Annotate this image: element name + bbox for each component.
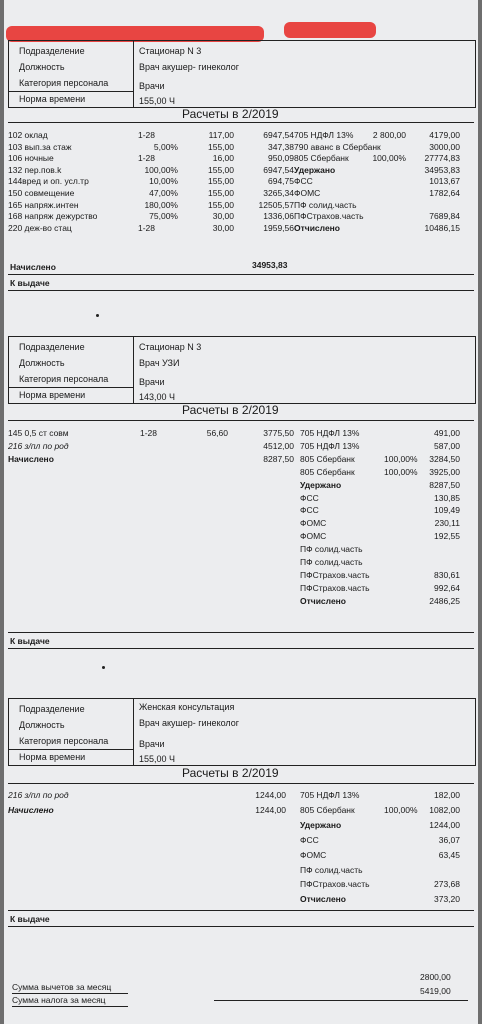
table-cell: 165 напряж.интен	[8, 199, 79, 210]
table-cell: 992,64	[434, 582, 460, 593]
table-cell: 144вред и оп. усл.тр	[8, 176, 89, 187]
table-cell: 182,00	[434, 790, 460, 800]
table-cell: Отчислено	[300, 595, 347, 606]
category-label: Категория персонала	[19, 736, 109, 746]
category-value: Врачи	[139, 81, 165, 91]
table-cell: 75,00%	[149, 211, 178, 222]
department-label: Подразделение	[19, 704, 85, 714]
table-cell: 1-28	[138, 222, 156, 233]
time-norm-value: 155,00 Ч	[139, 754, 176, 764]
table-cell: 12505,57	[258, 199, 294, 210]
deductions-label: Сумма вычетов за месяц	[12, 982, 112, 992]
table-cell: 3000,00	[429, 141, 460, 152]
employee-info-box	[8, 40, 476, 108]
table-cell: 1782,64	[429, 188, 460, 198]
employee-info-box	[8, 336, 476, 404]
table-cell: 6947,54	[263, 130, 294, 140]
table-cell: 830,61	[434, 569, 460, 580]
table-cell: 100,00%	[384, 453, 418, 464]
calc-title: Расчеты в 2/2019	[182, 403, 279, 417]
table-cell: 347,38	[268, 141, 294, 152]
table-cell: 1013,67	[429, 176, 460, 187]
table-cell: 103 вып.за стаж	[8, 141, 72, 152]
table-cell: ПФСтрахов.часть	[300, 569, 370, 580]
calc-title: Расчеты в 2/2019	[182, 107, 279, 121]
department-value: Стационар N 3	[139, 342, 202, 352]
payout-label: К выдаче	[10, 278, 50, 288]
department-value: Женская консультация	[139, 702, 235, 712]
table-cell: 3925,00	[429, 466, 460, 477]
table-cell: 100,00%	[384, 466, 418, 477]
table-cell: 220 деж-во стац	[8, 222, 72, 233]
table-cell: 790 аванс в Сбербанк	[294, 141, 381, 152]
table-cell: 216 з/пл по род	[8, 440, 69, 451]
table-cell: 63,45	[438, 849, 460, 860]
table-cell: 1-28	[138, 130, 156, 140]
table-cell: ФОМС	[300, 518, 327, 529]
table-cell: 192,55	[434, 531, 460, 542]
table-cell: 1336,06	[263, 211, 294, 222]
table-cell: 130,85	[434, 492, 460, 503]
table-cell: 30,00	[212, 222, 234, 233]
time-norm-label: Норма времени	[19, 752, 86, 762]
table-cell: ПФСтрахов.часть	[300, 879, 370, 890]
table-cell: 100,00%	[384, 804, 418, 815]
table-cell: 7689,84	[429, 211, 460, 222]
category-label: Категория персонала	[19, 78, 109, 88]
department-value: Стационар N 3	[139, 46, 202, 56]
tax-value: 5419,00	[420, 986, 451, 996]
table-cell: ФСС	[294, 176, 313, 187]
table-cell: 2 800,00	[372, 130, 406, 140]
department-label: Подразделение	[19, 46, 85, 56]
table-cell: 491,00	[434, 428, 460, 438]
accrued-label: Начислено	[10, 262, 56, 272]
table-cell: ПФСтрахов.часть	[294, 211, 364, 222]
table-cell: 10486,15	[424, 222, 460, 233]
table-cell: 150 совмещение	[8, 188, 75, 198]
table-cell: 30,00	[212, 211, 234, 222]
table-cell: 27774,83	[424, 153, 460, 164]
table-cell: ФСС	[300, 505, 319, 516]
accrued-value: 34953,83	[252, 260, 288, 270]
table-cell: 109,49	[434, 505, 460, 516]
calc-title: Расчеты в 2/2019	[182, 766, 279, 780]
table-cell: 34953,83	[424, 164, 460, 175]
table-cell: 16,00	[212, 153, 234, 164]
table-cell: 1959,56	[263, 222, 294, 233]
table-cell: ФОМС	[300, 531, 327, 542]
table-cell: 6947,54	[263, 164, 294, 175]
table-cell: 1-28	[140, 428, 158, 438]
table-cell: 1082,00	[429, 804, 460, 815]
table-cell: 145 0,5 ст совм	[8, 428, 69, 438]
table-cell: Отчислено	[300, 894, 347, 905]
table-cell: 100,00%	[144, 164, 178, 175]
table-cell: Удержано	[294, 164, 336, 175]
payout-label: К выдаче	[10, 636, 50, 646]
table-cell: 705 НДФЛ 13%	[294, 130, 354, 140]
table-cell: Отчислено	[294, 222, 341, 233]
category-value: Врачи	[139, 739, 165, 749]
employee-info-box	[8, 698, 476, 766]
table-cell: ПФСтрахов.часть	[300, 582, 370, 593]
deductions-value: 2800,00	[420, 972, 451, 982]
time-norm-label: Норма времени	[19, 390, 86, 400]
table-cell: Удержано	[300, 819, 342, 830]
table-cell: 1-28	[138, 153, 156, 164]
table-cell: 8287,50	[263, 453, 294, 464]
table-cell: ПФ солид.часть	[300, 544, 363, 555]
table-cell: 373,20	[434, 894, 460, 905]
table-cell: 4512,00	[263, 440, 294, 451]
table-cell: 273,68	[434, 879, 460, 890]
table-cell: 3284,50	[429, 453, 460, 464]
table-cell: 705 НДФЛ 13%	[300, 428, 360, 438]
redaction-mark	[284, 22, 376, 38]
table-cell: 2486,25	[429, 595, 460, 606]
table-cell: Начислено	[8, 453, 54, 464]
position-value: Врач УЗИ	[139, 358, 180, 368]
table-cell: 8287,50	[429, 479, 460, 490]
table-cell: ПФ солид.часть	[300, 557, 363, 567]
payout-label: К выдаче	[10, 914, 50, 924]
tax-label: Сумма налога за месяц	[12, 995, 106, 1005]
table-cell: 587,00	[434, 440, 460, 451]
table-cell: 36,07	[438, 834, 460, 845]
department-label: Подразделение	[19, 342, 85, 352]
table-cell: 805 Сбербанк	[300, 453, 355, 464]
time-norm-value: 155,00 Ч	[139, 96, 176, 106]
position-label: Должность	[19, 720, 65, 730]
table-cell: Начислено	[8, 804, 54, 815]
table-cell: 230,11	[434, 518, 460, 529]
time-norm-value: 143,00 Ч	[139, 392, 176, 402]
table-cell: 1244,00	[429, 819, 460, 830]
table-cell: 155,00	[208, 199, 234, 210]
table-cell: 805 Сбербанк	[300, 804, 355, 815]
position-value: Врач акушер- гинеколог	[139, 718, 240, 728]
payslip-paper	[4, 0, 478, 1024]
table-cell: ПФ солид.часть	[300, 864, 363, 875]
table-cell: 168 напряж дежурство	[8, 211, 98, 222]
table-cell: Удержано	[300, 479, 342, 490]
table-cell: 3775,50	[263, 428, 294, 438]
table-cell: 106 ночные	[8, 153, 54, 164]
position-value: Врач акушер- гинеколог	[139, 62, 240, 72]
table-cell: 102 оклад	[8, 130, 48, 140]
time-norm-label: Норма времени	[19, 94, 86, 104]
position-label: Должность	[19, 358, 65, 368]
table-cell: 1244,00	[255, 790, 286, 800]
table-cell: 1244,00	[255, 804, 286, 815]
table-cell: ФОМС	[294, 188, 321, 198]
category-value: Врачи	[139, 377, 165, 387]
category-label: Категория персонала	[19, 374, 109, 384]
position-label: Должность	[19, 62, 65, 72]
table-cell: 100,00%	[372, 153, 406, 164]
table-cell: 5,00%	[153, 141, 178, 152]
table-cell: 132 пер.пов.k	[8, 164, 62, 175]
table-cell: 216 з/пл по род	[8, 790, 69, 800]
table-cell: 694,75	[268, 176, 294, 187]
table-cell: ФОМС	[300, 849, 327, 860]
table-cell: 155,00	[208, 164, 234, 175]
table-cell: 950,09	[268, 153, 294, 164]
table-cell: 10,00%	[149, 176, 178, 187]
table-cell: 805 Сбербанк	[294, 153, 349, 164]
table-cell: 705 НДФЛ 13%	[300, 790, 360, 800]
table-cell: 3265,34	[263, 188, 294, 198]
table-cell: 180,00%	[144, 199, 178, 210]
table-cell: 47,00%	[149, 188, 178, 198]
table-cell: ФСС	[300, 834, 319, 845]
table-cell: 705 НДФЛ 13%	[300, 440, 360, 451]
table-cell: ПФ солид.часть	[294, 199, 357, 210]
table-cell: 56,60	[206, 428, 228, 438]
table-cell: 117,00	[208, 130, 234, 140]
table-cell: ФСС	[300, 492, 319, 503]
table-cell: 4179,00	[429, 130, 460, 140]
table-cell: 155,00	[208, 188, 234, 198]
table-cell: 155,00	[208, 141, 234, 152]
table-cell: 155,00	[208, 176, 234, 187]
table-cell: 805 Сбербанк	[300, 466, 355, 477]
